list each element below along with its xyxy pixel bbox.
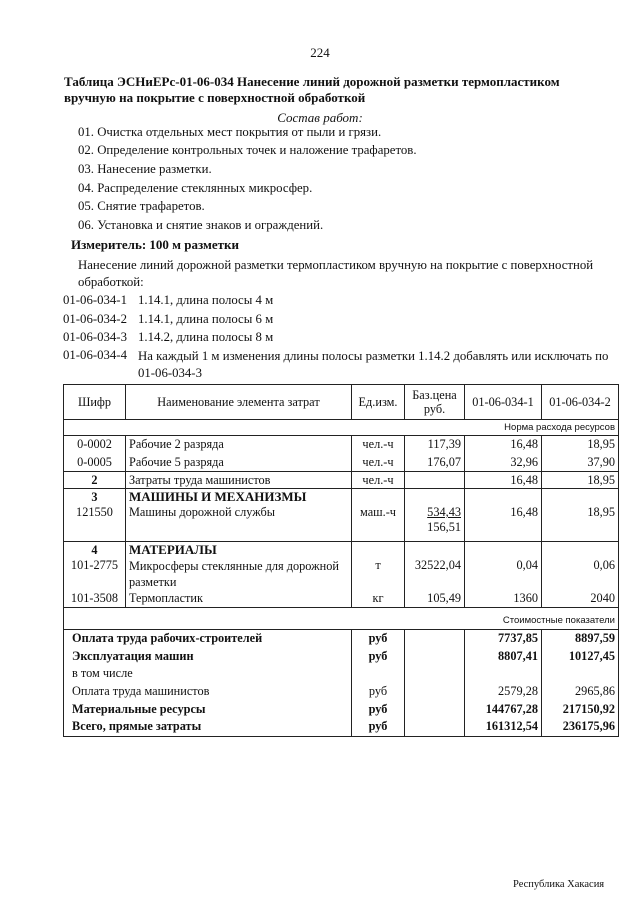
section-costs: Стоимостные показатели: [64, 607, 619, 629]
cost-name: в том числе: [64, 665, 352, 682]
section-norms: Норма расхода ресурсов: [64, 420, 619, 436]
table-row: [64, 505, 619, 542]
table-title: [64, 74, 560, 106]
cell-unit: чел.-ч: [352, 436, 405, 454]
code-text: 1.14.2, длина полосы 8 м: [138, 330, 274, 344]
cost-v1: [465, 665, 542, 682]
cost-unit: руб: [352, 700, 405, 718]
cell-unit: чел.-ч: [352, 472, 405, 489]
cell-v2: 18,95: [542, 505, 619, 542]
cost-name: Всего, прямые затраты: [64, 718, 352, 736]
composition-heading: Состав работ:: [277, 110, 363, 125]
cost-v1: 161312,54: [465, 718, 542, 736]
cell-name: Рабочие 2 разряда: [126, 436, 352, 454]
header-code: Шифр: [64, 385, 126, 420]
cell-code: 4: [64, 542, 126, 559]
footer-region: Республика Хакасия: [513, 879, 605, 890]
code-text: 1.14.1, длина полосы 4 м: [138, 293, 274, 307]
cell-v2: 37,90: [542, 454, 619, 472]
section-costs-row: [64, 607, 619, 629]
cell-v2: 2040: [542, 590, 619, 607]
cell-price: 117,39: [405, 436, 465, 454]
header-col1: 01-06-034-1: [465, 385, 542, 420]
cost-name: Материальные ресурсы: [64, 700, 352, 718]
cost-unit: руб: [352, 718, 405, 736]
cost-row: [64, 665, 619, 682]
cell-code: 101-2775: [64, 558, 126, 590]
table-row: [64, 558, 619, 590]
cell-price: 105,49: [405, 590, 465, 607]
title-line-1: Таблица ЭСНиЕРс-01-06-034 Нанесение линий дорожной разметки термопластиком: [64, 74, 560, 89]
cell-v1: 0,04: [465, 558, 542, 590]
cell-name: Микросферы стеклянные для дорожной разметки: [126, 558, 352, 590]
cell-price: [405, 472, 465, 489]
code-text: На каждый 1 м изменения длины полосы разметки 1.14.2 добавлять или исключать по 01-06-034-3: [138, 349, 609, 380]
price-top: 534,43: [427, 505, 461, 519]
cell-unit: маш.-ч: [352, 505, 405, 542]
cell-unit: кг: [352, 590, 405, 607]
cell-v1: 16,48: [465, 436, 542, 454]
cell-group-name: МАШИНЫ И МЕХАНИЗМЫ: [126, 489, 352, 506]
cost-name: Оплата труда машинистов: [64, 682, 352, 700]
cost-v1: 144767,28: [465, 700, 542, 718]
cell-v1: 16,48: [465, 472, 542, 489]
cell-v1: 16,48: [465, 505, 542, 542]
cost-row: [64, 700, 619, 718]
cell-price: 176,07: [405, 454, 465, 472]
work-item: 02. Определение контрольных точек и наложение трафаретов.: [78, 143, 417, 157]
group-row-materials: [64, 542, 619, 559]
header-name: Наименование элемента затрат: [126, 385, 352, 420]
cell-name: Машины дорожной службы: [126, 505, 352, 542]
meter-unit: Измеритель: 100 м разметки: [71, 237, 240, 252]
cost-unit: [352, 665, 405, 682]
cost-v2: 2965,86: [542, 682, 619, 700]
cell-v2: 0,06: [542, 558, 619, 590]
cell-code: 0-0005: [64, 454, 126, 472]
cell-unit: чел.-ч: [352, 454, 405, 472]
cost-row-total: [64, 718, 619, 736]
resource-table: [63, 384, 619, 737]
cost-v2: 217150,92: [542, 700, 619, 718]
cell-v2: 18,95: [542, 472, 619, 489]
cell-name: Рабочие 5 разряда: [126, 454, 352, 472]
cell-code: 3: [64, 489, 126, 506]
cell-code: 121550: [64, 505, 126, 542]
cell-unit: т: [352, 558, 405, 590]
cell-v1: 1360: [465, 590, 542, 607]
cell-group-name: МАТЕРИАЛЫ: [126, 542, 352, 559]
description: Нанесение линий дорожной разметки термопластиком вручную на покрытие с поверхностной обработкой:: [78, 258, 594, 289]
code: 01-06-034-2: [63, 312, 127, 326]
header-unit: Ед.изм.: [352, 385, 405, 420]
cost-unit: руб: [352, 682, 405, 700]
code-row: [63, 348, 613, 382]
cost-row: [64, 647, 619, 665]
header-col2: 01-06-034-2: [542, 385, 619, 420]
cost-row: [64, 629, 619, 647]
code: 01-06-034-4: [63, 348, 127, 362]
work-item: 03. Нанесение разметки.: [78, 162, 212, 176]
table-row: [64, 436, 619, 454]
cost-v1: 7737,85: [465, 629, 542, 647]
table-row: [64, 590, 619, 607]
work-item: 04. Распределение стеклянных микросфер.: [78, 181, 313, 195]
cell-name: Затраты труда машинистов: [126, 472, 352, 489]
cell-code: 0-0002: [64, 436, 126, 454]
code-row: [63, 330, 273, 345]
code-row: [63, 312, 273, 327]
cost-unit: руб: [352, 647, 405, 665]
cell-v2: 18,95: [542, 436, 619, 454]
code-row: [63, 293, 273, 308]
cell-v1: 32,96: [465, 454, 542, 472]
header-price: [405, 385, 465, 420]
work-item: 01. Очистка отдельных мест покрытия от пыли и грязи.: [78, 125, 382, 139]
cell-price: [405, 505, 465, 542]
cell-code: 101-3508: [64, 590, 126, 607]
code-text: 1.14.1, длина полосы 6 м: [138, 312, 274, 326]
code: 01-06-034-3: [63, 330, 127, 344]
work-item: 05. Снятие трафаретов.: [78, 199, 205, 213]
cost-v1: 8807,41: [465, 647, 542, 665]
code: 01-06-034-1: [63, 293, 127, 307]
table-row: [64, 472, 619, 489]
table-header-row: [64, 385, 619, 420]
cost-v2: [542, 665, 619, 682]
cost-name: Оплата труда рабочих-строителей: [64, 629, 352, 647]
header-price-line2: руб.: [423, 402, 446, 416]
cost-v2: 236175,96: [542, 718, 619, 736]
cost-name: Эксплуатация машин: [64, 647, 352, 665]
table-row: [64, 454, 619, 472]
cost-row: [64, 682, 619, 700]
group-row-machines: [64, 489, 619, 506]
cell-price: 32522,04: [405, 558, 465, 590]
cell-name: Термопластик: [126, 590, 352, 607]
header-price-line1: Баз.цена: [412, 388, 457, 402]
price-bottom: 156,51: [427, 520, 461, 534]
cost-v2: 10127,45: [542, 647, 619, 665]
cell-code: 2: [64, 472, 126, 489]
cost-unit: руб: [352, 629, 405, 647]
work-item: 06. Установка и снятие знаков и ограждений.: [78, 218, 324, 232]
cost-v1: 2579,28: [465, 682, 542, 700]
title-line-2: вручную на покрытие с поверхностной обработкой: [64, 90, 366, 105]
page-number: 224: [310, 45, 330, 60]
cost-v2: 8897,59: [542, 629, 619, 647]
section-norms-row: [64, 420, 619, 436]
